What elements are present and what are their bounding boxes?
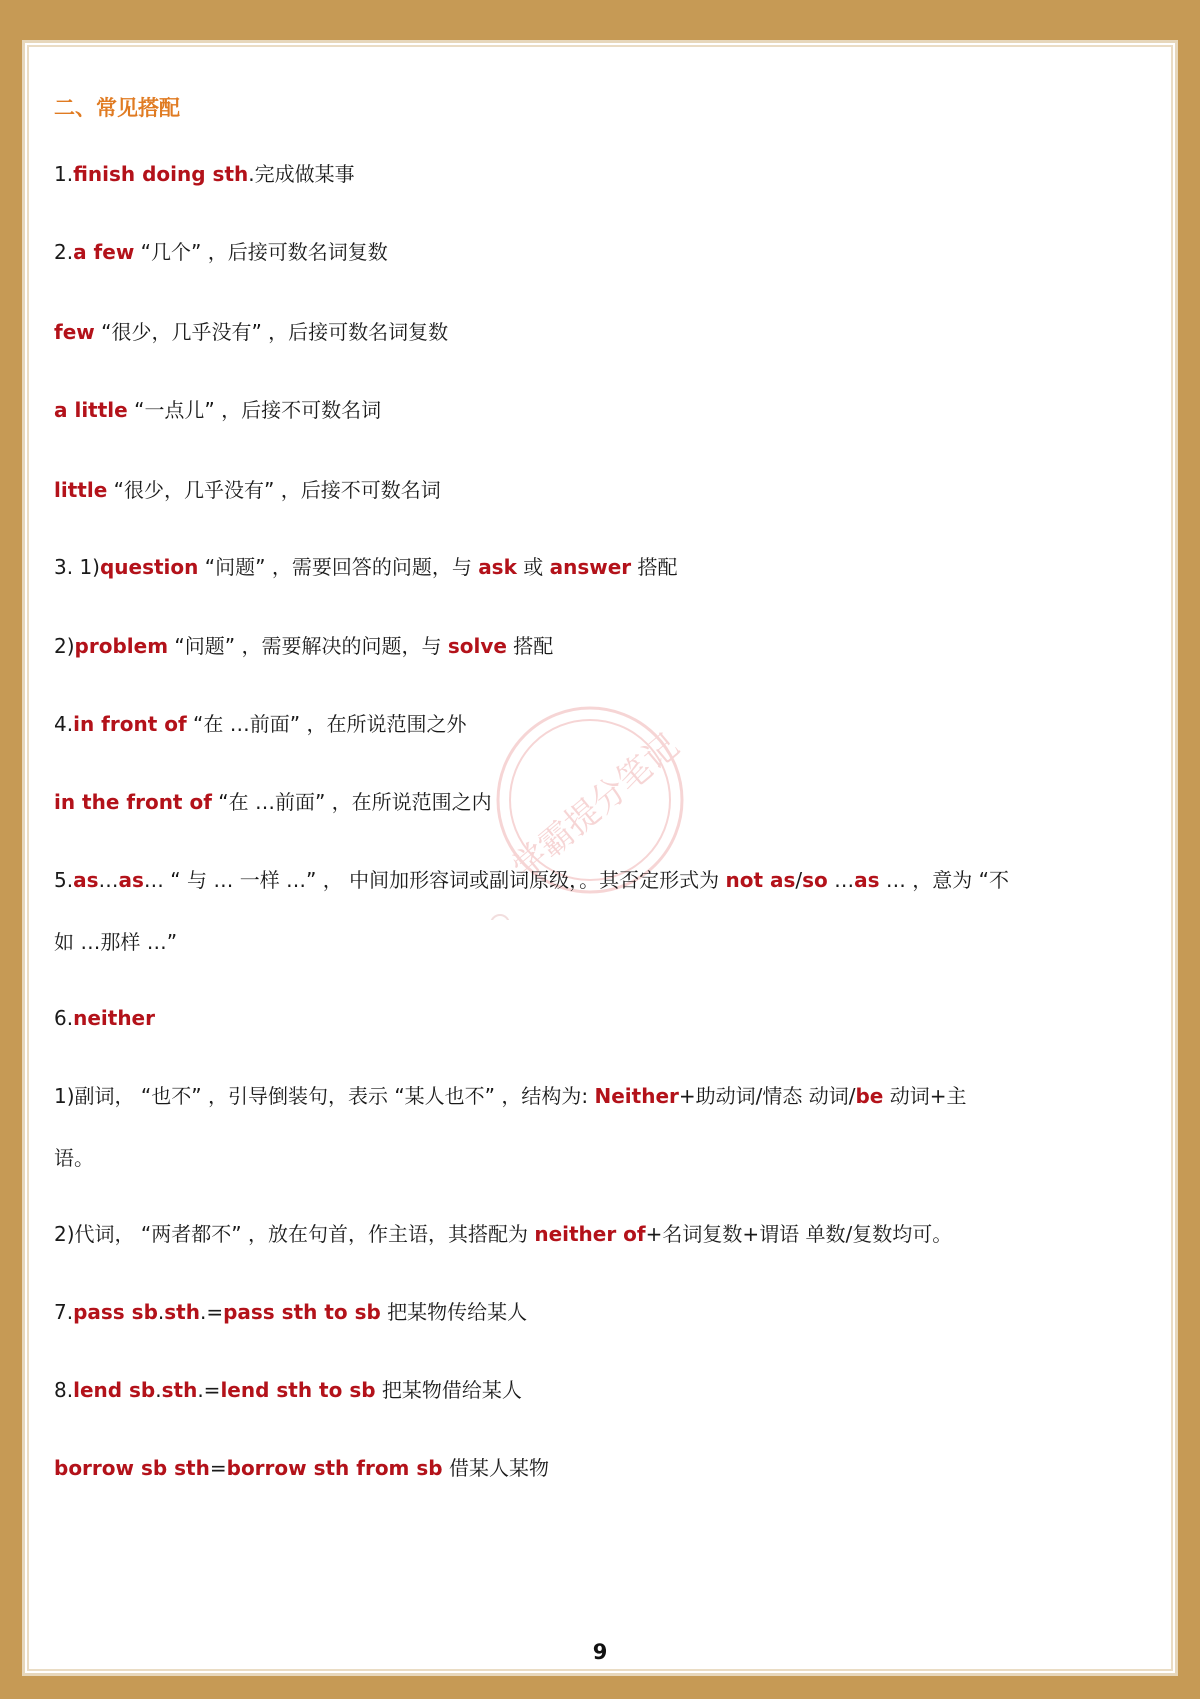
section-heading: 二、常见搭配 — [54, 96, 180, 120]
item-little: little “很少，几乎没有” ，后接不可数名词 — [54, 478, 441, 502]
item-6-1: 1)副词， “也不” ，引导倒装句，表示 “某人也不” ，结构为: Neither+助动词/情态 动词/be 动词+主 — [54, 1084, 967, 1108]
item-borrow: borrow sb sth=borrow sth from sb 借某人某物 — [54, 1456, 549, 1480]
item-few: few “很少，几乎没有” ，后接可数名词复数 — [54, 320, 449, 344]
item-2: 2.a few “几个” ，后接可数名词复数 — [54, 240, 388, 264]
item-7: 7.pass sb.sth.=pass sth to sb 把某物传给某人 — [54, 1300, 528, 1324]
item-a-little: a little “一点儿” ，后接不可数名词 — [54, 398, 382, 422]
item-5: 5.as…as… “ 与 … 一样 …” ， 中间加形容词或副词原级，。其否定形式为 not as/so …as … ，意为 “不 — [54, 868, 1010, 892]
item-3-2: 2)problem “问题” ，需要解决的问题，与 solve 搭配 — [54, 634, 554, 658]
item-5-continued: 如 …那样 …” — [54, 930, 178, 954]
page-number: 9 — [592, 1640, 608, 1664]
item-6-1-continued: 语。 — [54, 1146, 94, 1170]
item-4: 4.in front of “在 …前面” ，在所说范围之外 — [54, 712, 467, 736]
item-3: 3. 1)question “问题” ，需要回答的问题，与 ask 或 answer 搭配 — [54, 555, 678, 579]
svg-text:学霸提分笔记: 学霸提分笔记 — [504, 726, 687, 888]
item-8: 8.lend sb.sth.=lend sth to sb 把某物借给某人 — [54, 1378, 522, 1402]
item-6: 6.neither — [54, 1006, 155, 1030]
item-in-the-front-of: in the front of “在 …前面” ，在所说范围之内 — [54, 790, 492, 814]
item-6-2: 2)代词， “两者都不” ，放在句首，作主语，其搭配为 neither of+名词复数+谓语 单数/复数均可。 — [54, 1222, 953, 1246]
item-1: 1.finish doing sth.完成做某事 — [54, 162, 355, 186]
